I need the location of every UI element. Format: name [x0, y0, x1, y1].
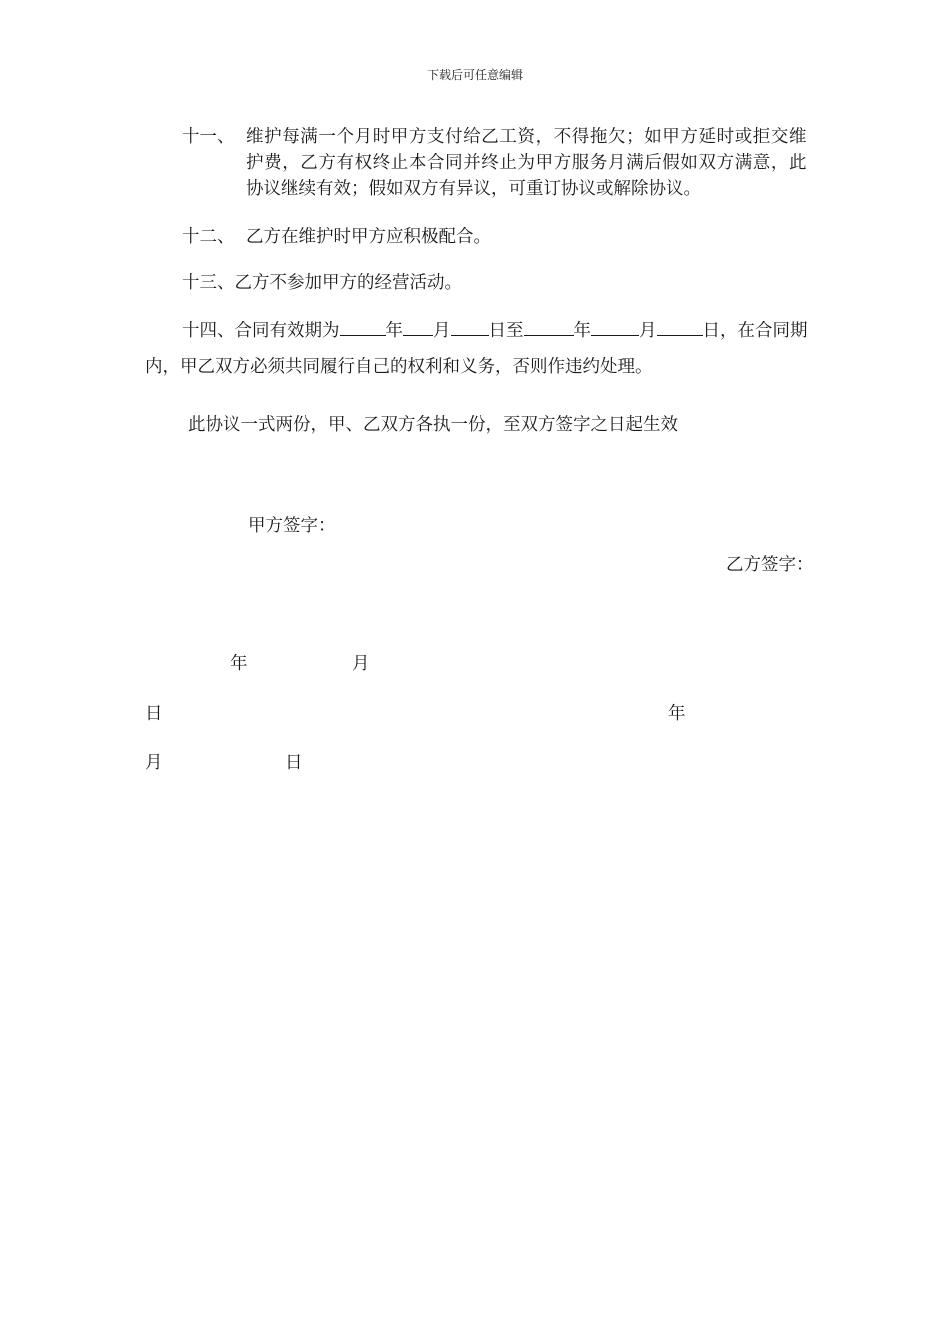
party-b-year-label: 年 — [668, 704, 686, 724]
start-month-label: 月 — [433, 321, 451, 341]
clause-11-line-3: 协议继续有效；假如双方有异议，可重订协议或解除协议。 — [246, 179, 701, 199]
clause-11-line-2: 护费，乙方有权终止本合同并终止为甲方服务月满后假如双方满意，此 — [246, 153, 808, 173]
party-a-month-label: 月 — [352, 654, 370, 674]
start-day-label: 日至 — [488, 321, 524, 341]
start-year-blank — [340, 317, 386, 336]
page-header: 下载后可任意编辑 — [426, 68, 523, 82]
clause-14-line-2: 内，甲乙双方必须共同履行自己的权利和义务，否则作违约处理。 — [145, 357, 653, 377]
party-a-year-label: 年 — [230, 654, 248, 674]
end-month-label: 月 — [639, 321, 657, 341]
clause-11-number: 十一、 — [182, 127, 235, 147]
start-day-blank — [451, 317, 489, 336]
party-b-day-label: 日 — [285, 753, 303, 773]
end-month-blank — [591, 317, 639, 336]
start-month-blank — [403, 317, 433, 336]
party-a-day-label: 日 — [145, 704, 163, 724]
end-year-label: 年 — [573, 321, 591, 341]
clause-12-text: 乙方在维护时甲方应积极配合。 — [246, 227, 491, 247]
party-a-signature-label: 甲方签字： — [248, 516, 336, 536]
clause-14-prefix: 十四、合同有效期为 — [182, 321, 340, 341]
clause-13-text: 十三、乙方不参加甲方的经营活动。 — [182, 273, 462, 293]
party-b-signature-label: 乙方签字： — [726, 555, 814, 575]
end-day-label: 日，在合同期 — [702, 321, 808, 341]
clause-14-line-1 — [182, 317, 808, 344]
end-year-blank — [524, 317, 574, 336]
clause-11-line-1: 维护每满一个月时甲方支付给乙工资，不得拖欠；如甲方延时或拒交维 — [246, 127, 808, 147]
party-b-month-label: 月 — [145, 753, 163, 773]
end-day-blank — [657, 317, 703, 336]
clause-12-number: 十二、 — [182, 227, 235, 247]
closing-statement: 此协议一式两份，甲、乙双方各执一份，至双方签字之日起生效 — [188, 415, 678, 435]
start-year-label: 年 — [385, 321, 403, 341]
